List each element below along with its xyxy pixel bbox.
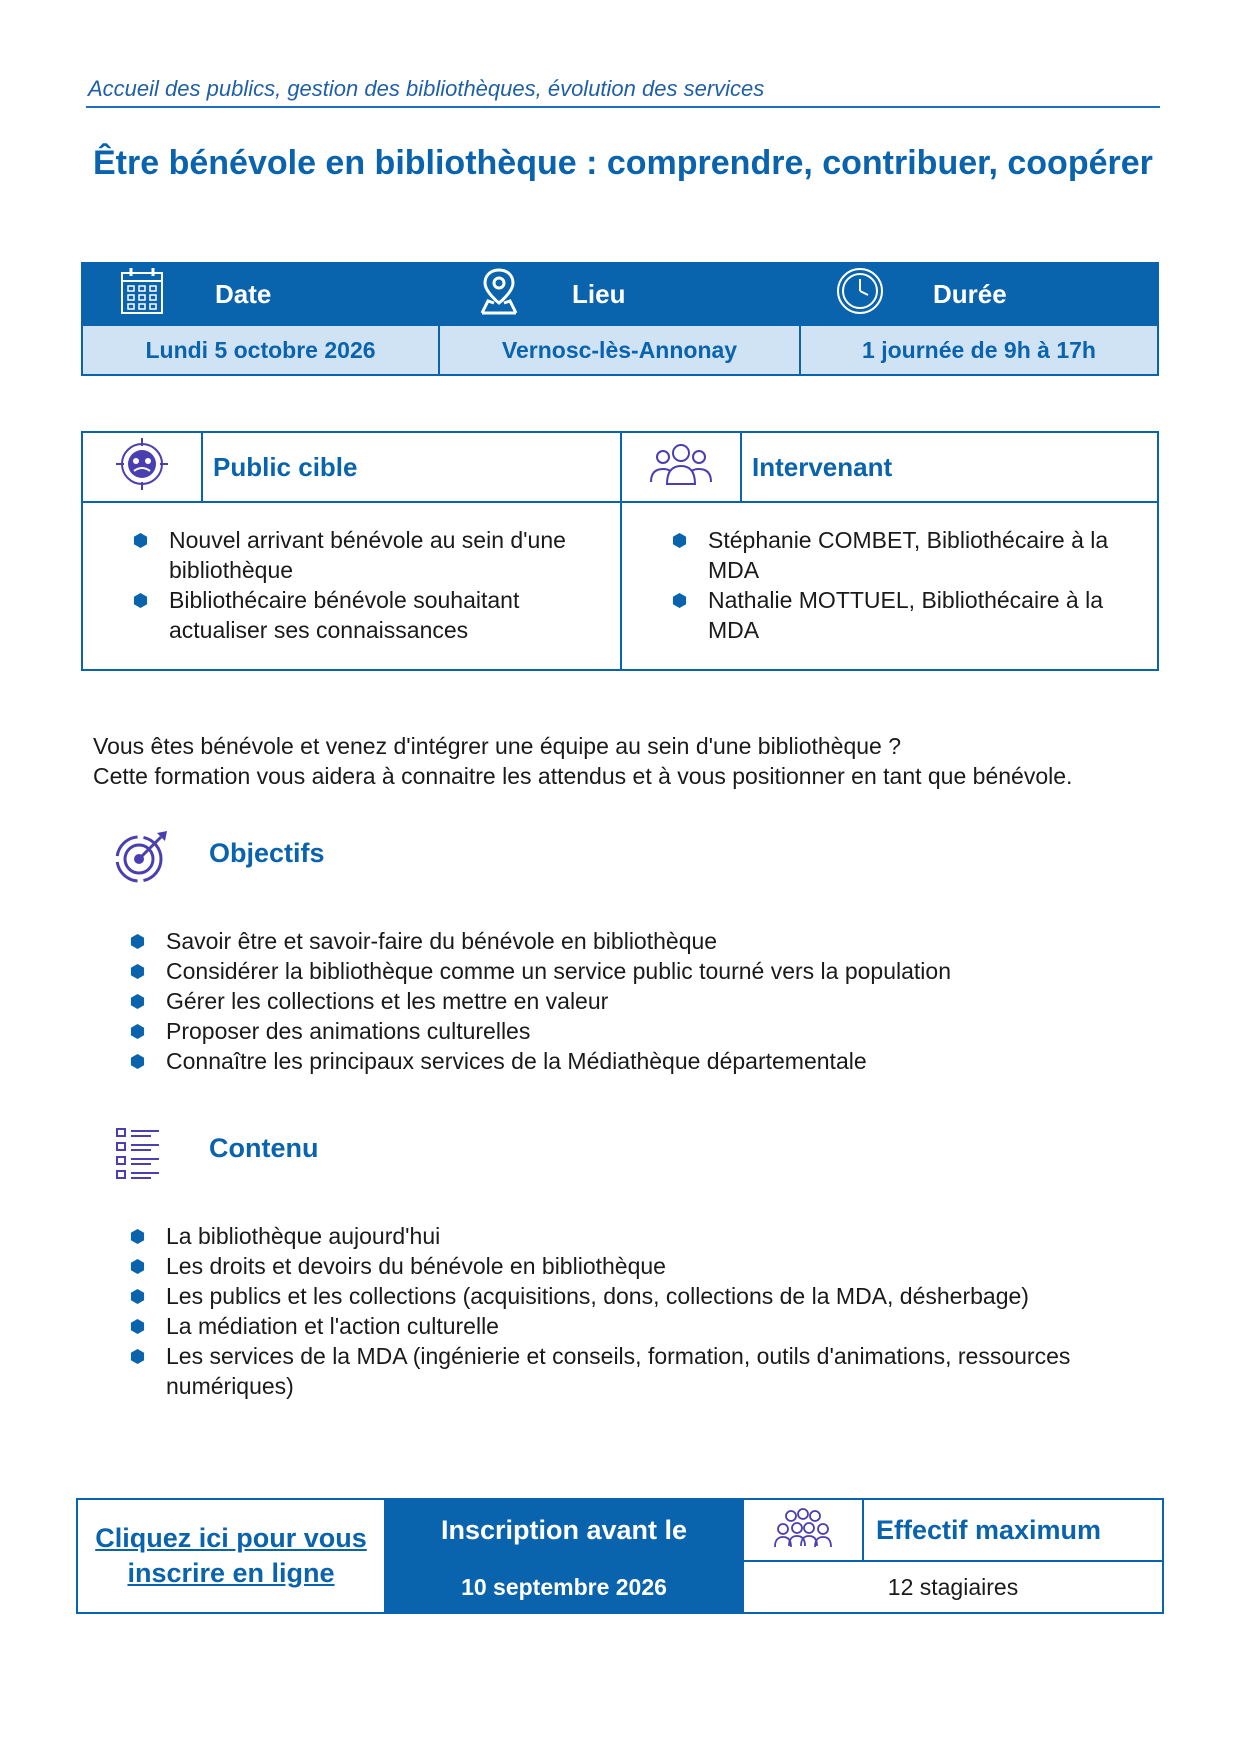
list-item: Les droits et devoirs du bénévole en bibliothèque: [130, 1251, 1130, 1281]
info-table: [81, 262, 1159, 376]
list-item: La bibliothèque aujourd'hui: [130, 1221, 1130, 1251]
public-label: Public cible: [202, 432, 621, 502]
effectif-label: Effectif maximum: [863, 1499, 1163, 1561]
people-crowd-icon: [773, 1507, 833, 1549]
public-list: [133, 525, 600, 645]
public-cell: [82, 502, 621, 670]
hexagon-bullet-icon: [130, 934, 145, 949]
hexagon-bullet-icon: [133, 593, 148, 608]
register-link-cell: [77, 1499, 385, 1613]
audience-table: [81, 431, 1159, 671]
effectif-value: 12 stagiaires: [743, 1561, 1163, 1613]
target-audience-icon: [115, 437, 169, 491]
contenu-title: Contenu: [209, 1133, 319, 1163]
contenu-list: [130, 1221, 1130, 1401]
registration-table: [76, 1498, 1164, 1614]
list-item: Proposer des animations culturelles: [130, 1016, 1150, 1046]
objectifs-title: Objectifs: [209, 838, 325, 868]
hexagon-bullet-icon: [130, 1319, 145, 1334]
hexagon-bullet-icon: [130, 1349, 145, 1364]
calendar-icon: [119, 267, 165, 315]
duree-icon-cell: [800, 263, 920, 325]
hexagon-bullet-icon: [130, 1259, 145, 1274]
date-label: Date: [202, 263, 439, 325]
hexagon-bullet-icon: [130, 1289, 145, 1304]
list-item: Nouvel arrivant bénévole au sein d'une bibliothèque: [133, 525, 600, 585]
intro-line-2: Cette formation vous aidera à connaitre les attendus et à vous positionner en tant que bénévole.: [93, 763, 1073, 789]
lieu-label: Lieu: [559, 263, 800, 325]
intervenant-cell: [621, 502, 1158, 670]
list-item: Connaître les principaux services de la Médiathèque départementale: [130, 1046, 1150, 1076]
category-rule: [86, 106, 1160, 108]
list-item: Les publics et les collections (acquisitions, dons, collections de la MDA, désherbage): [130, 1281, 1130, 1311]
intervenant-list: [672, 525, 1137, 645]
public-icon-cell: [82, 432, 202, 502]
registration-date: 10 septembre 2026: [385, 1561, 743, 1613]
list-item: Bibliothécaire bénévole souhaitant actualiser ses connaissances: [133, 585, 600, 645]
hexagon-bullet-icon: [130, 1024, 145, 1039]
people-group-icon: [648, 440, 714, 488]
hexagon-bullet-icon: [672, 533, 687, 548]
effectif-icon-cell: [743, 1499, 863, 1561]
hexagon-bullet-icon: [130, 994, 145, 1009]
hexagon-bullet-icon: [130, 964, 145, 979]
lieu-value: Vernosc-lès-Annonay: [439, 325, 800, 375]
register-link[interactable]: Cliquez ici pour vous inscrire en ligne: [95, 1523, 367, 1588]
list-item: Savoir être et savoir-faire du bénévole en bibliothèque: [130, 926, 1150, 956]
date-icon-cell: [82, 263, 202, 325]
duree-label: Durée: [920, 263, 1158, 325]
checklist-icon: [113, 1125, 169, 1181]
clock-icon: [836, 267, 884, 315]
category-line: Accueil des publics, gestion des bibliothèques, évolution des services: [88, 76, 765, 101]
hexagon-bullet-icon: [672, 593, 687, 608]
hexagon-bullet-icon: [133, 533, 148, 548]
intro-text: [93, 731, 1163, 791]
list-item: Nathalie MOTTUEL, Bibliothécaire à la MDA: [672, 585, 1137, 645]
date-value: Lundi 5 octobre 2026: [82, 325, 439, 375]
list-item: Gérer les collections et les mettre en valeur: [130, 986, 1150, 1016]
intervenant-label: Intervenant: [741, 432, 1158, 502]
hexagon-bullet-icon: [130, 1054, 145, 1069]
intro-line-1: Vous êtes bénévole et venez d'intégrer une équipe au sein d'une bibliothèque ?: [93, 733, 902, 759]
objectifs-list: [130, 926, 1150, 1076]
registration-label: Inscription avant le: [385, 1499, 743, 1561]
target-arrow-icon: [113, 829, 169, 885]
intervenant-icon-cell: [621, 432, 741, 502]
list-item: Les services de la MDA (ingénierie et conseils, formation, outils d'animations, ressources numériques): [130, 1341, 1130, 1401]
list-item: Stéphanie COMBET, Bibliothécaire à la MDA: [672, 525, 1137, 585]
hexagon-bullet-icon: [130, 1229, 145, 1244]
list-item: Considérer la bibliothèque comme un service public tourné vers la population: [130, 956, 1150, 986]
list-item: La médiation et l'action culturelle: [130, 1311, 1130, 1341]
duree-value: 1 journée de 9h à 17h: [800, 325, 1158, 375]
lieu-icon-cell: [439, 263, 559, 325]
location-pin-icon: [476, 267, 522, 315]
page-title: Être bénévole en bibliothèque : comprendre, contribuer, coopérer: [93, 144, 1153, 182]
